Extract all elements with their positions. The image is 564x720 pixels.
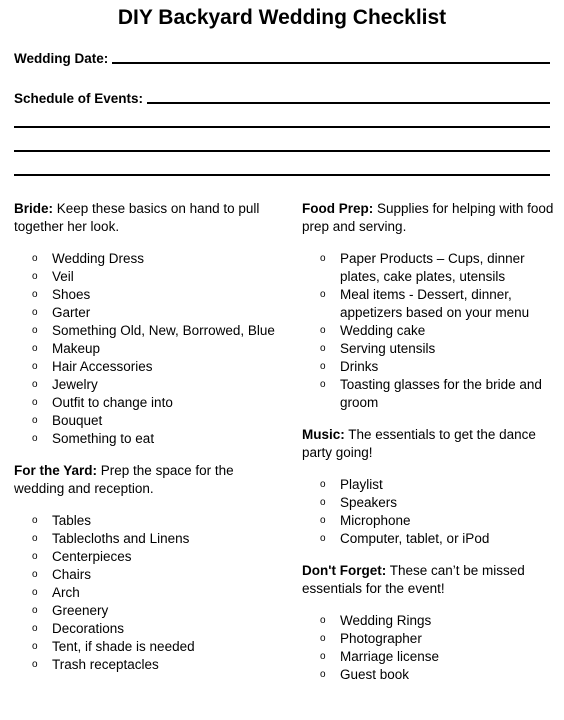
checklist-item-label: Centerpieces — [52, 549, 132, 564]
item-list — [302, 476, 554, 548]
section-heading: For the Yard: — [14, 463, 98, 478]
checklist-item-label: Paper Products – Cups, dinner plates, cake plates, utensils — [340, 251, 525, 284]
section-description — [14, 200, 282, 236]
section-description-text: Keep these basics on hand to pull together her look. — [14, 201, 260, 234]
checklist-item — [14, 286, 282, 304]
bullet-icon: o — [32, 433, 38, 444]
checklist-item — [14, 530, 282, 548]
section-yard — [14, 462, 282, 674]
checklist-item — [302, 648, 554, 666]
bullet-icon: o — [32, 253, 38, 264]
bullet-icon: o — [320, 615, 326, 626]
section-description-text: Supplies for helping with food prep and serving. — [302, 201, 554, 234]
schedule-blank-line[interactable] — [14, 126, 550, 128]
checklist-item — [14, 268, 282, 286]
item-list — [14, 250, 282, 448]
section-bride — [14, 200, 282, 448]
bullet-icon: o — [320, 633, 326, 644]
item-list — [302, 612, 554, 684]
checklist-item-label: Jewelry — [52, 377, 98, 392]
bullet-icon: o — [32, 587, 38, 598]
checklist-item-label: Marriage license — [340, 649, 440, 664]
wedding-date-label: Wedding Date: — [14, 51, 109, 66]
section-music — [302, 426, 554, 548]
checklist-item — [302, 630, 554, 648]
checklist-item — [14, 430, 282, 448]
section-heading: Music: — [302, 427, 345, 442]
checklist-item-label: Drinks — [340, 359, 379, 374]
page-title: DIY Backyard Wedding Checklist — [117, 6, 447, 29]
checklist-item — [14, 250, 282, 268]
bullet-icon: o — [32, 515, 38, 526]
bullet-icon: o — [320, 343, 326, 354]
checklist-item — [302, 286, 554, 322]
bullet-icon: o — [320, 379, 326, 390]
left-column — [14, 200, 282, 688]
checklist-item — [14, 584, 282, 602]
checklist-item — [14, 638, 282, 656]
checklist-item — [14, 512, 282, 530]
checklist-item-label: Arch — [52, 585, 80, 600]
wedding-date-field[interactable] — [14, 50, 550, 68]
bullet-icon: o — [32, 379, 38, 390]
item-list — [14, 512, 282, 674]
checklist-item — [302, 340, 554, 358]
checklist-item — [14, 412, 282, 430]
checklist-item-label: Guest book — [340, 667, 410, 682]
checklist-item — [14, 548, 282, 566]
right-column — [302, 200, 554, 698]
checklist-item-label: Toasting glasses for the bride and groom — [340, 377, 542, 410]
section-heading: Bride: — [14, 201, 54, 216]
checklist-item-label: Bouquet — [52, 413, 103, 428]
bullet-icon: o — [320, 533, 326, 544]
bullet-icon: o — [32, 641, 38, 652]
section-description — [302, 426, 554, 462]
schedule-label: Schedule of Events: — [14, 91, 144, 106]
section-heading: Don't Forget: — [302, 563, 387, 578]
checklist-item — [14, 394, 282, 412]
bullet-icon: o — [320, 253, 326, 264]
checklist-item-label: Wedding cake — [340, 323, 426, 338]
checklist-item — [302, 494, 554, 512]
bullet-icon: o — [320, 325, 326, 336]
bullet-icon: o — [320, 479, 326, 490]
schedule-blank-line[interactable] — [14, 174, 550, 176]
checklist-item-label: Computer, tablet, or iPod — [340, 531, 490, 546]
checklist-item-label: Trash receptacles — [52, 657, 159, 672]
checklist-item — [14, 322, 282, 340]
section-dont-forget — [302, 562, 554, 684]
checklist-item-label: Tables — [52, 513, 92, 528]
checklist-item-label: Playlist — [340, 477, 383, 492]
checklist-item — [302, 530, 554, 548]
bullet-icon: o — [32, 551, 38, 562]
checklist-item — [14, 566, 282, 584]
checklist-item — [302, 322, 554, 340]
section-description — [302, 562, 554, 598]
bullet-icon: o — [32, 271, 38, 282]
checklist-item — [14, 656, 282, 674]
bullet-icon: o — [32, 397, 38, 408]
checklist-item-label: Shoes — [52, 287, 91, 302]
schedule-blank-line[interactable] — [14, 150, 550, 152]
checklist-item — [302, 476, 554, 494]
bullet-icon: o — [320, 669, 326, 680]
checklist-item — [302, 612, 554, 630]
bullet-icon: o — [320, 515, 326, 526]
section-heading: Food Prep: — [302, 201, 374, 216]
checklist-item-label: Chairs — [52, 567, 92, 582]
bullet-icon: o — [32, 307, 38, 318]
bullet-icon: o — [32, 289, 38, 300]
item-list — [302, 250, 554, 412]
section-description-text: These can’t be missed essentials for the event! — [302, 563, 525, 596]
checklist-item-label: Microphone — [340, 513, 411, 528]
checklist-item — [302, 358, 554, 376]
checklist-item — [302, 376, 554, 412]
schedule-line[interactable] — [147, 102, 550, 104]
checklist-item — [14, 358, 282, 376]
checklist-item — [14, 620, 282, 638]
checklist-item-label: Makeup — [52, 341, 101, 356]
checklist-item-label: Wedding Rings — [340, 613, 432, 628]
checklist-item-label: Something to eat — [52, 431, 155, 446]
bullet-icon: o — [320, 361, 326, 372]
checklist-item — [14, 376, 282, 394]
checklist-item-label: Speakers — [340, 495, 398, 510]
bullet-icon: o — [32, 533, 38, 544]
checklist-item — [14, 304, 282, 322]
checklist-item-label: Wedding Dress — [52, 251, 145, 266]
checklist-item-label: Garter — [52, 305, 91, 320]
bullet-icon: o — [32, 605, 38, 616]
wedding-date-line[interactable] — [112, 62, 550, 64]
checklist-item-label: Tent, if shade is needed — [52, 639, 195, 654]
schedule-field[interactable] — [14, 90, 550, 108]
checklist-item-label: Greenery — [52, 603, 109, 618]
checklist-item — [14, 340, 282, 358]
checklist-item-label: Decorations — [52, 621, 125, 636]
checklist-item-label: Something Old, New, Borrowed, Blue — [52, 323, 275, 338]
section-description-text: The essentials to get the dance party going! — [302, 427, 536, 460]
section-food-prep — [302, 200, 554, 412]
section-description — [302, 200, 554, 236]
bullet-icon: o — [32, 415, 38, 426]
checklist-item-label: Outfit to change into — [52, 395, 173, 410]
checklist-item-label: Tablecloths and Linens — [52, 531, 190, 546]
checklist-item-label: Serving utensils — [340, 341, 436, 356]
bullet-icon: o — [32, 343, 38, 354]
section-description — [14, 462, 282, 498]
checklist-item — [14, 602, 282, 620]
bullet-icon: o — [32, 325, 38, 336]
checklist-item — [302, 250, 554, 286]
checklist-item-label: Photographer — [340, 631, 422, 646]
checklist-item-label: Meal items - Dessert, dinner, appetizers based on your menu — [340, 287, 530, 320]
bullet-icon: o — [320, 497, 326, 508]
bullet-icon: o — [320, 651, 326, 662]
bullet-icon: o — [32, 361, 38, 372]
checklist-item-label: Hair Accessories — [52, 359, 153, 374]
checklist-item — [302, 512, 554, 530]
checklist-item — [302, 666, 554, 684]
checklist-item-label: Veil — [52, 269, 74, 284]
bullet-icon: o — [32, 569, 38, 580]
bullet-icon: o — [32, 623, 38, 634]
bullet-icon: o — [32, 659, 38, 670]
bullet-icon: o — [320, 289, 326, 300]
section-description-text: Prep the space for the wedding and reception. — [14, 463, 234, 496]
